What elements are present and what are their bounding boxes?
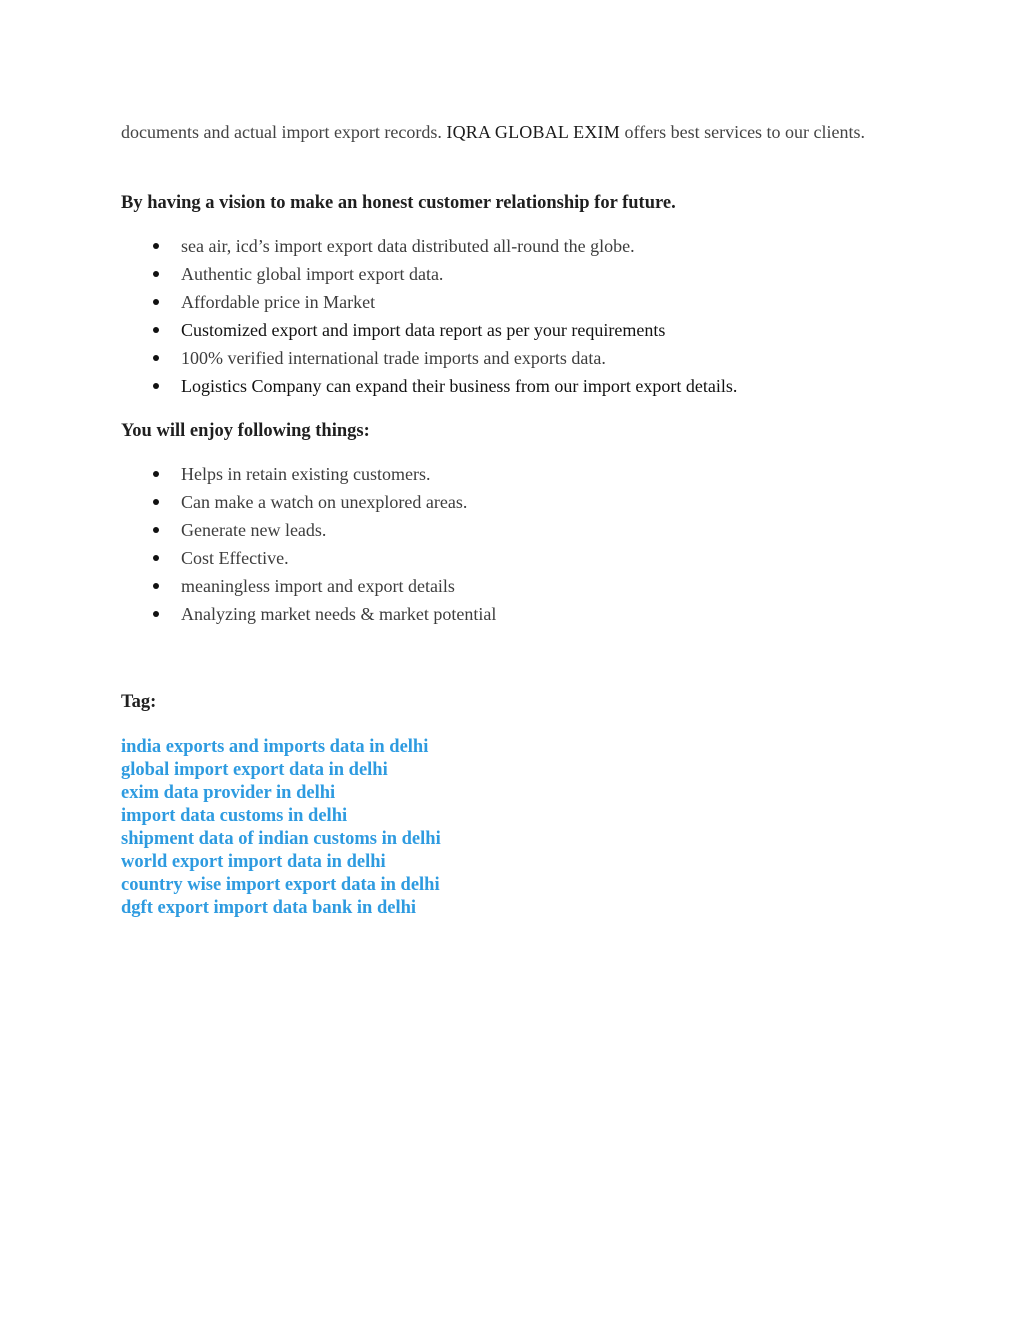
bullet-icon [153, 299, 159, 305]
tag-item [121, 897, 441, 920]
intro-text-start: documents and actual import export records. [121, 122, 447, 142]
list-item-text: Authentic global import export data. [181, 264, 444, 284]
list-item-text: Cost Effective. [181, 548, 289, 568]
tag-link[interactable]: global import export data in delhi [121, 760, 388, 780]
bullet-icon [153, 555, 159, 561]
list-item-text: sea air, icd’s import export data distributed all-round the globe. [181, 236, 635, 256]
bullet-icon [153, 327, 159, 333]
tag-item [121, 874, 441, 897]
list-item-text: Logistics Company can expand their business from our import export details. [181, 376, 738, 396]
intro-text-end: offers best services to our clients. [619, 122, 866, 142]
tag-link[interactable]: dgft export import data bank in delhi [121, 898, 417, 918]
list-item-text: Customized export and import data report as per your requirements [181, 320, 666, 340]
list-item [121, 260, 737, 288]
enjoy-heading: You will enjoy following things: [121, 421, 370, 441]
list-item [121, 288, 737, 316]
list-item [121, 488, 496, 516]
list-item [121, 344, 737, 372]
brand-name: IQRA GLOBAL EXIM [446, 122, 620, 142]
tag-list [121, 736, 441, 920]
tag-item [121, 736, 441, 759]
tag-link[interactable]: india exports and imports data in delhi [121, 737, 429, 757]
tag-item [121, 782, 441, 805]
bullet-icon [153, 611, 159, 617]
tag-link[interactable]: world export import data in delhi [121, 852, 386, 872]
list-item-text: Can make a watch on unexplored areas. [181, 492, 468, 512]
bullet-icon [153, 271, 159, 277]
tag-link[interactable]: country wise import export data in delhi [121, 875, 440, 895]
list-item-text: Affordable price in Market [181, 292, 376, 312]
list-item-text: Helps in retain existing customers. [181, 464, 431, 484]
tag-item [121, 828, 441, 851]
tag-link[interactable]: import data customs in delhi [121, 806, 348, 826]
bullet-icon [153, 243, 159, 249]
list-item-text: Generate new leads. [181, 520, 327, 540]
list-item [121, 316, 737, 344]
intro-paragraph [121, 119, 904, 145]
bullet-icon [153, 583, 159, 589]
bullet-icon [153, 355, 159, 361]
tag-heading: Tag: [121, 692, 157, 712]
bullet-icon [153, 499, 159, 505]
list-item [121, 600, 496, 628]
list-item-text: 100% verified international trade imports and exports data. [181, 348, 606, 368]
enjoy-bullet-list [121, 460, 496, 628]
vision-heading: By having a vision to make an honest customer relationship for future. [121, 193, 676, 213]
bullet-icon [153, 383, 159, 389]
list-item-text: Analyzing market needs & market potential [181, 604, 497, 624]
list-item [121, 516, 496, 544]
tag-link[interactable]: exim data provider in delhi [121, 783, 336, 803]
list-item-text: meaningless import and export details [181, 576, 455, 596]
tag-item [121, 851, 441, 874]
bullet-icon [153, 471, 159, 477]
list-item [121, 372, 737, 400]
list-item [121, 572, 496, 600]
bullet-icon [153, 527, 159, 533]
list-item [121, 232, 737, 260]
tag-item [121, 805, 441, 828]
tag-item [121, 759, 441, 782]
list-item [121, 544, 496, 572]
list-item [121, 460, 496, 488]
vision-bullet-list [121, 232, 737, 400]
tag-link[interactable]: shipment data of indian customs in delhi [121, 829, 441, 849]
